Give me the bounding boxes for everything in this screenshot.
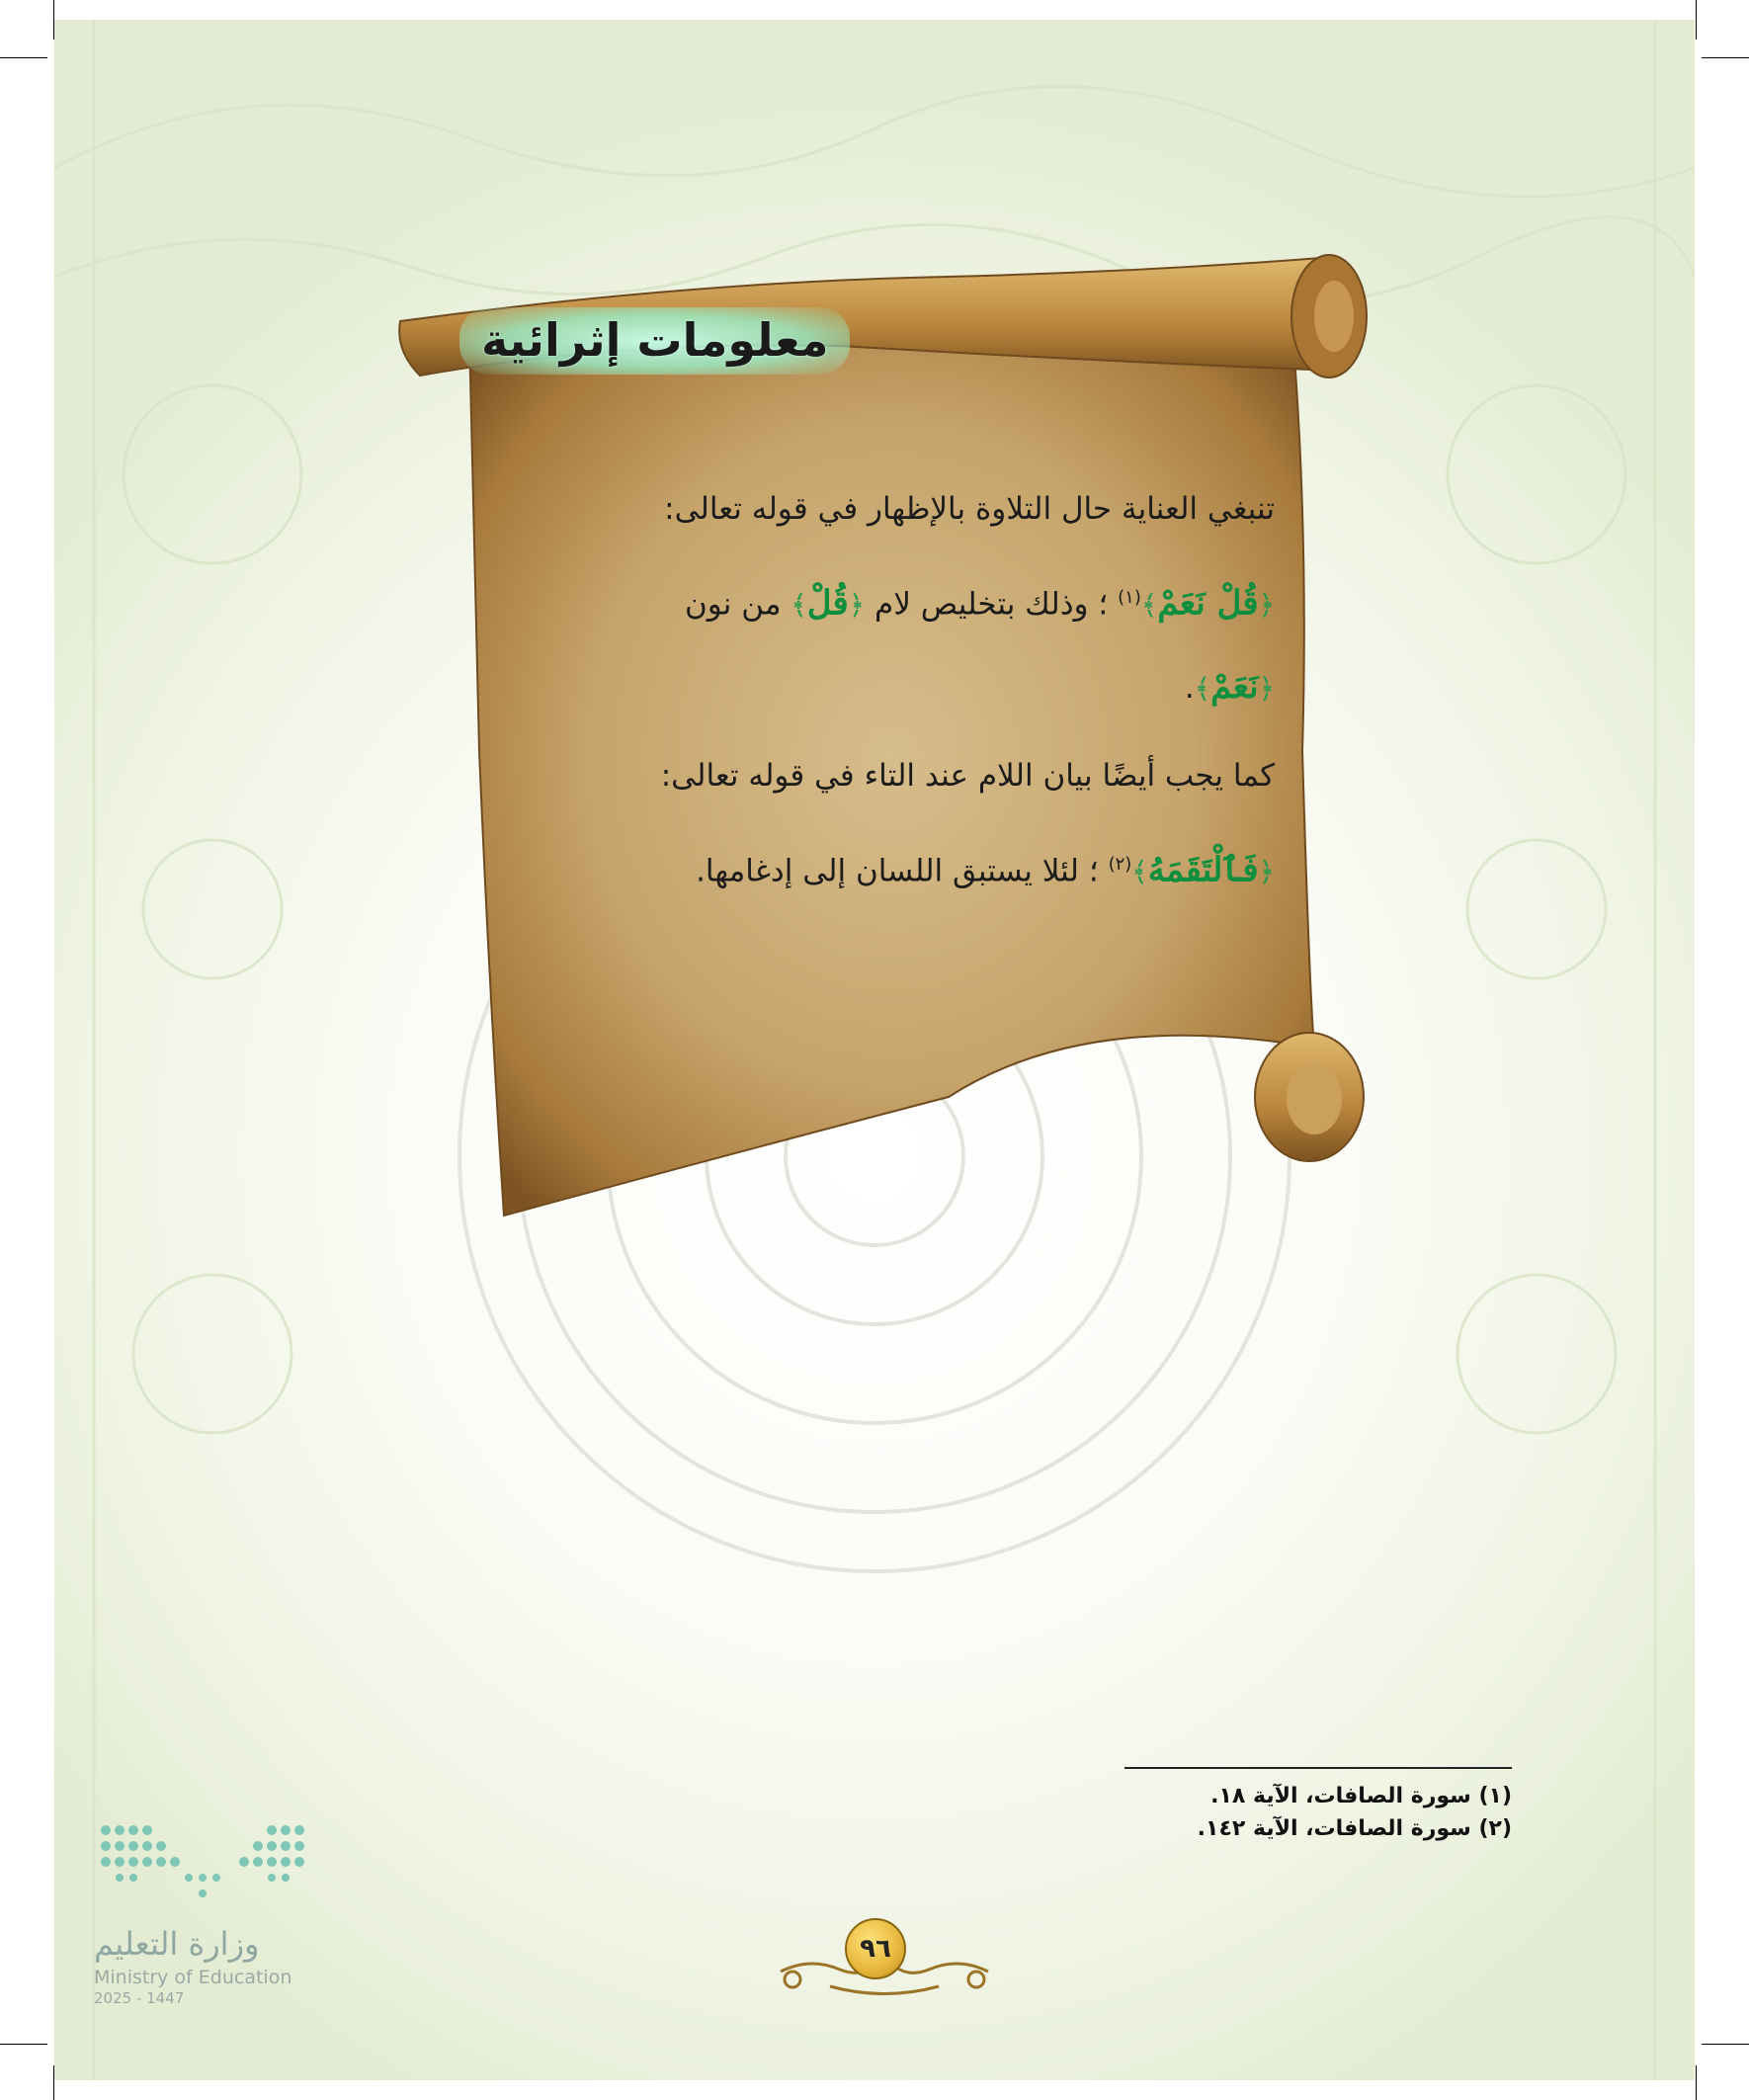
ornate-bracket-close: ﴾ [791,588,807,622]
ornate-bracket-open: ﴿ [1258,588,1275,622]
text-segment: من نون [685,586,782,623]
footnote-ref: (١) [1118,587,1141,608]
text-segment: . [1184,670,1195,706]
verse-text: قُلْ [806,583,849,624]
paragraph2-line2 [583,820,1275,909]
verse-text: نَعَمْ [1210,667,1259,707]
ornate-bracket-close: ﴾ [1140,588,1158,622]
title-text: معلومات إثرائية [459,307,850,375]
page-number-ornament [771,1912,998,2001]
paragraph1-line1: تنبغي العناية حال التلاوة بالإظهار في قوله تعالى: [664,491,1275,527]
text-segment: ؛ وذلك بتخليص لام [874,586,1109,623]
ornate-bracket-open: ﴿ [848,588,866,622]
enrichment-title [459,301,1210,380]
academic-year: 2025 - 1447 [94,1989,185,2007]
text-segment: ؛ لئلا يستبق اللسان إلى إدغامها. [696,853,1099,889]
ornate-bracket-close: ﴾ [1131,855,1148,888]
paragraph1-line2 [583,553,1275,642]
ministry-name-english: Ministry of Education [94,1967,292,1988]
verse-text: قُلْ نَعَمْ [1157,583,1259,624]
ministry-name-arabic: وزارة التعليم [94,1925,260,1963]
page-number: ٩٦ [845,1918,906,1979]
ornate-bracket-open: ﴿ [1258,672,1275,705]
ornate-bracket-open: ﴿ [1258,855,1275,888]
ministry-logo [94,1818,331,2006]
footnote-2: (٢) سورة الصافات، الآية ١٤٢. [1197,1816,1512,1841]
footnote-divider [1124,1767,1512,1769]
scroll-content [583,464,1275,909]
dotted-logo-icon [94,1818,311,1917]
verse-text: فَٱلْتَقَمَهُ [1147,850,1259,890]
paragraph1-line3 [583,642,1275,731]
footnote-ref: (٢) [1108,854,1132,875]
paragraph2-line1: كما يجب أيضًا بيان اللام عند التاء في قوله تعالى: [660,758,1275,794]
ornate-bracket-close: ﴾ [1194,672,1211,705]
footnote-1: (١) سورة الصافات، الآية ١٨. [1210,1784,1512,1808]
